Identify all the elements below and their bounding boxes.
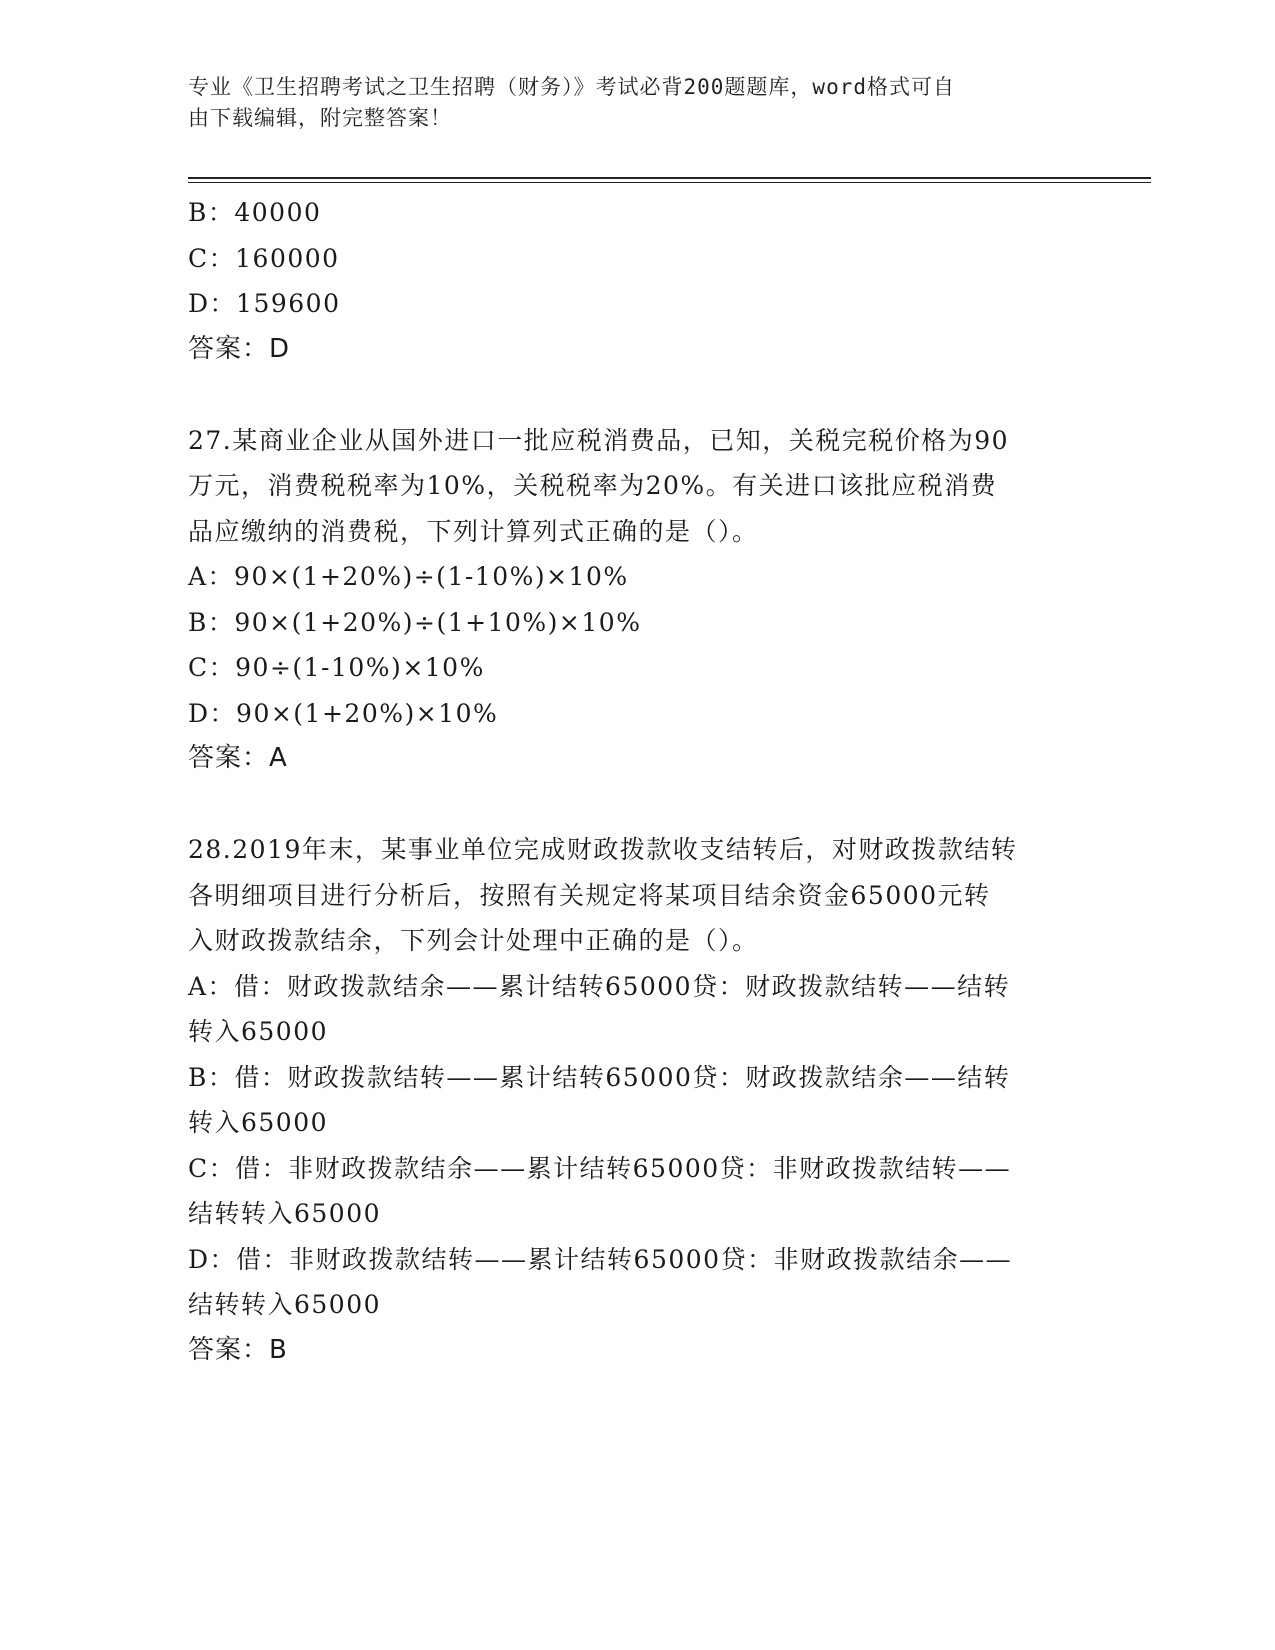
option-a: A：借：财政拨款结余——累计结转65000贷：财政拨款结转——结转	[188, 971, 1011, 1001]
question-stem-line: 品应缴纳的消费税，下列计算列式正确的是（）。	[188, 516, 759, 546]
option-c: C：160000	[188, 243, 340, 273]
question-28-block	[188, 827, 1088, 1373]
option-d: D：159600	[188, 289, 341, 318]
option-b: B：90×(1+20%)÷(1+10%)×10%	[188, 607, 642, 637]
question-stem-line: 各明细项目进行分析后，按照有关规定将某项目结余资金65000元转	[188, 880, 991, 910]
option-d-continuation: 结转转入65000	[188, 1290, 382, 1319]
question-stem-line: 27.某商业企业从国外进口一批应税消费品，已知，关税完税价格为90	[188, 425, 1010, 455]
header-line-2: 由下载编辑，附完整答案！	[188, 106, 452, 130]
answer-line: 答案：B	[188, 1334, 288, 1365]
question-stem-line: 28.2019年末，某事业单位完成财政拨款收支结转后，对财政拨款结转	[188, 835, 1018, 864]
document-body	[188, 190, 1088, 1373]
option-b-continuation: 转入65000	[188, 1108, 329, 1137]
header-divider-thin	[188, 182, 1151, 183]
prev-question-block	[188, 190, 1088, 372]
option-b: B：40000	[188, 198, 322, 227]
question-stem-line: 入财政拨款结余，下列会计处理中正确的是（）。	[188, 926, 759, 955]
header-line-1: 专业《卫生招聘考试之卫生招聘（财务）》考试必背200题题库，word格式可自	[188, 75, 955, 99]
option-c: C：90÷(1-10%)×10%	[188, 653, 485, 682]
option-a-continuation: 转入65000	[188, 1017, 329, 1046]
option-c: C：借：非财政拨款结余——累计结转65000贷：非财政拨款结转——	[188, 1153, 1012, 1183]
option-b: B：借：财政拨款结转——累计结转65000贷：财政拨款结余——结转	[188, 1062, 1011, 1092]
answer-line: 答案：A	[188, 743, 288, 773]
option-d: D：90×(1+20%)×10%	[188, 698, 499, 728]
document-header	[188, 72, 1068, 134]
option-a: A：90×(1+20%)÷(1-10%)×10%	[188, 562, 629, 591]
answer-line: 答案：D	[188, 333, 291, 364]
option-d: D：借：非财政拨款结转——累计结转65000贷：非财政拨款结余——	[188, 1244, 1013, 1274]
header-divider-thick	[188, 177, 1151, 179]
option-c-continuation: 结转转入65000	[188, 1199, 382, 1228]
question-stem-line: 万元，消费税税率为10%，关税税率为20%。有关进口该批应税消费	[188, 471, 998, 500]
spacer	[188, 372, 1088, 418]
spacer	[188, 782, 1088, 828]
question-27-block	[188, 418, 1088, 782]
